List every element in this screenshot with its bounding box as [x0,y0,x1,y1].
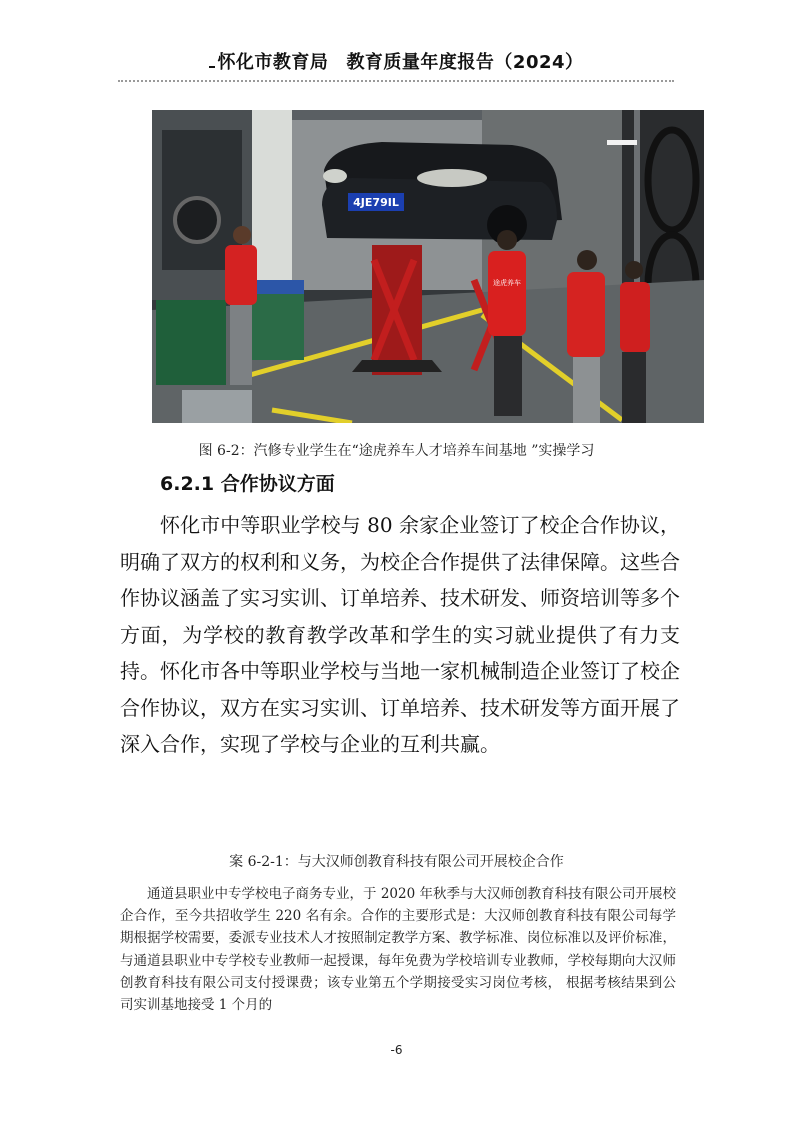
case-title: 案 6-2-1：与大汉师创教育科技有限公司开展校企合作 [229,854,564,870]
figure-caption: 图 6-2：汽修专业学生在“途虎养车人才培养车间基地 ”实操学习 [198,443,595,459]
page-header [0,48,793,74]
section-title: 6.2.1 合作协议方面 [160,473,335,495]
license-plate-text: 4JE79IL [353,196,399,209]
header-mark [209,66,215,68]
body-paragraph: 怀化市中等职业学校与 80 余家企业签订了校企合作协议，明确了双方的权利和义务，为校企合作提供了法律保障。这些合作协议涵盖了实习实训、订单培养、技术研发、师资培训等多个方面，为学校的教育教学改革和学生的实习就业提供了有力支持。怀化市各中等职业学校与当地一家机械制造企业签订了校企合作协议，双方在实习实训、订单培养、技术研发等方面开展了深入合作，实现了学校与企业的互利共赢。 [120,513,680,756]
case-body: 通道县职业中专学校电子商务专业，于 2020 年秋季与大汉师创教育科技有限公司开展校企合作，至今共招收学生 220 名有余。合作的主要形式是：大汉师创教育科技有限公司每学期根据学校需要，委派专业技术人才按照制定教学方案、教学标准、岗位标准以及评价标准，与通道县职业中专学校专业教师一起授课，每年免费为学校培训专业教师，学校每期向大汉师创教育科技有限公司支付授课费；该专业第五个学期接受实习岗位考核， 根据考核结果到公司实训基地接受 1 个月的 [120,886,676,1014]
header-divider [118,80,674,82]
header-org: 怀化市教育局 [217,52,329,73]
workshop-photo [152,110,704,423]
header-report-title: 教育质量年度报告（2024） [346,52,584,73]
uniform-text: 途虎养车 [493,279,521,287]
page-number: -6 [390,1043,403,1057]
